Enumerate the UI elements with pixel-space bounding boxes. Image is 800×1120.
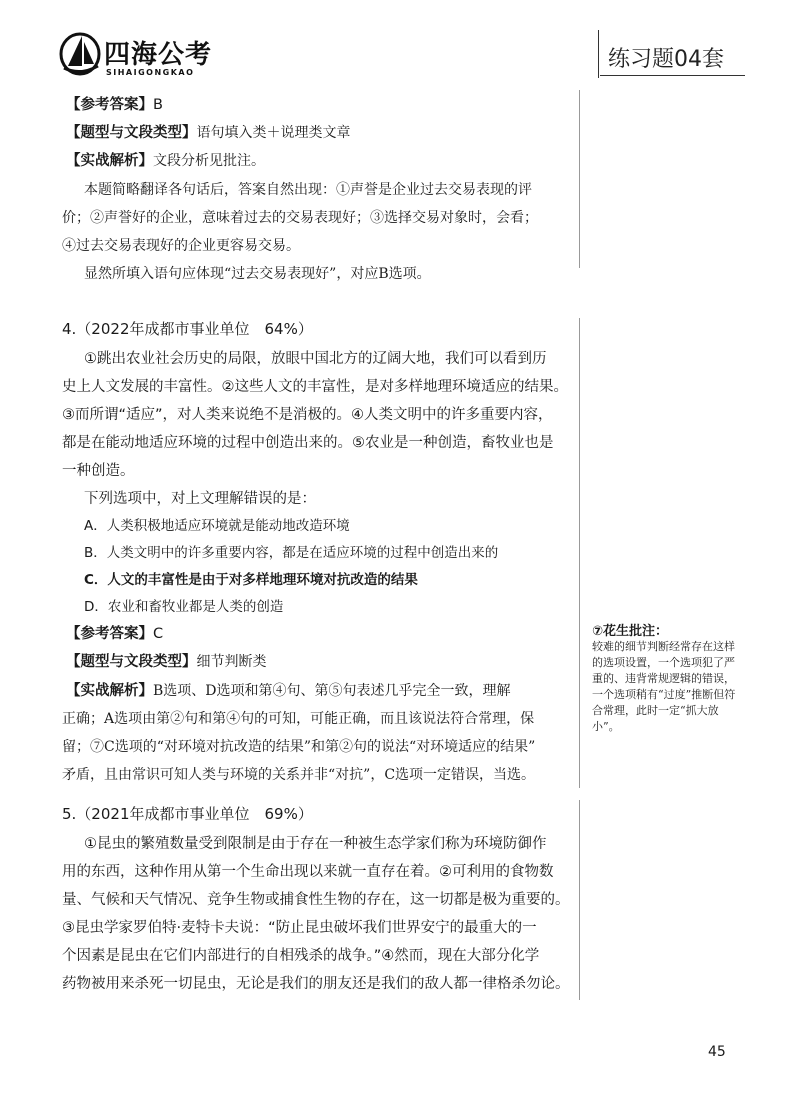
analysis-label: 【实战解析】 [66, 683, 153, 699]
q3-conclusion: 显然所填入语句应体现“过去交易表现好”，对应B选项。 [84, 266, 431, 282]
page-number: 45 [708, 1044, 726, 1060]
logo-subtext: SIHAIGONGKAO [106, 68, 195, 77]
q4-answer [66, 620, 163, 648]
q4-type [66, 648, 267, 676]
margin-rule [579, 318, 580, 788]
q5-passage-line: 用的东西，这种作用从第一个生命出现以来就一直存在着。②可利用的食物数 [62, 864, 554, 880]
q4-analysis [66, 677, 511, 705]
answer-value: B [153, 97, 163, 113]
header-underline [600, 75, 745, 76]
q4-analysis-line: 矛盾，且由常识可知人类与环境的关系并非“对抗”，C选项一定错误，当选。 [62, 767, 536, 783]
header-divider [598, 30, 599, 78]
type-value: 语句填入类＋说理类文章 [196, 125, 351, 141]
q5-passage-line: ③昆虫学家罗伯特·麦特卡夫说：“防止昆虫破坏我们世界安宁的最重大的一 [62, 920, 537, 936]
q5-passage-line: 药物被用来杀死一切昆虫，无论是我们的朋友还是我们的敌人都一律格杀勿论。 [62, 976, 570, 992]
sail-logo-icon [58, 30, 102, 76]
side-note-title: ⑦花生批注： [592, 624, 669, 639]
margin-rule [579, 90, 580, 268]
q4-option-a: A．人类积极地适应环境就是能动地改造环境 [84, 518, 350, 534]
analysis-line: B选项、D选项和第④句、第⑤句表述几乎完全一致，理解 [153, 683, 511, 699]
q4-passage-line: 一种创造。 [62, 463, 135, 479]
side-note-body: 较难的细节判断经常存在这样的选项设置，一个选项犯了严重的、违背常规逻辑的错误，一个选项稍有“过度”推断但符合常理，此时一定“抓大放小”。 [592, 640, 736, 733]
page-header-title: 练习题04套 [608, 47, 724, 72]
q3-type [66, 119, 351, 147]
q4-title: 4.（2022年成都市事业单位 64%） [62, 320, 313, 338]
q4-analysis-line: 留；⑦C选项的“对环境对抗改造的结果”和第②句的说法“对环境适应的结果” [62, 739, 536, 755]
q3-body-line: 价；②声誉好的企业，意味着过去的交易表现好；③选择交易对象时，会看； [62, 210, 538, 226]
type-label: 【题型与文段类型】 [66, 654, 197, 670]
q4-option-b: B．人类文明中的许多重要内容，都是在适应环境的过程中创造出来的 [84, 545, 499, 561]
q3-answer [66, 91, 163, 119]
type-value: 细节判断类 [196, 654, 267, 670]
q3-body-line: 本题简略翻译各句话后，答案自然出现：①声誉是企业过去交易表现的评 [84, 182, 532, 198]
logo-text: 四海公考 [104, 40, 213, 70]
q4-question: 下列选项中，对上文理解错误的是： [84, 491, 316, 507]
q3-body-line: ④过去交易表现好的企业更容易交易。 [62, 238, 300, 254]
answer-label: 【参考答案】 [66, 626, 153, 642]
answer-value: C [153, 626, 164, 642]
q3-analysis [66, 147, 265, 175]
q4-option-d: D．农业和畜牧业都是人类的创造 [84, 599, 284, 615]
q5-passage-line: ①昆虫的繁殖数量受到限制是由于存在一种被生态学家们称为环境防御作 [84, 836, 547, 852]
q4-passage-line: ③而所谓“适应”，对人类来说绝不是消极的。④人类文明中的许多重要内容， [62, 407, 553, 423]
q5-passage-line: 量、气候和天气情况、竞争生物或捕食性生物的存在，这一切都是极为重要的。 [62, 892, 570, 908]
q4-passage-line: ①跳出农业社会历史的局限，放眼中国北方的辽阔大地，我们可以看到历 [84, 351, 547, 367]
q4-passage-line: 都是在能动地适应环境的过程中创造出来的。⑤农业是一种创造，畜牧业也是 [62, 435, 554, 451]
q4-option-c: C．人文的丰富性是由于对多样地理环境对抗改造的结果 [84, 572, 418, 588]
type-label: 【题型与文段类型】 [66, 125, 197, 141]
q5-title: 5.（2021年成都市事业单位 69%） [62, 805, 313, 823]
q4-passage-line: 史上人文发展的丰富性。②这些人文的丰富性，是对多样地理环境适应的结果。 [62, 379, 568, 395]
analysis-value: 文段分析见批注。 [153, 153, 265, 169]
answer-label: 【参考答案】 [66, 97, 153, 113]
q4-analysis-line: 正确；A选项由第②句和第④句的可知，可能正确，而且该说法符合常理，保 [62, 711, 535, 727]
analysis-label: 【实战解析】 [66, 153, 153, 169]
margin-rule [579, 800, 580, 1000]
q5-passage-line: 个因素是昆虫在它们内部进行的自相残杀的战争。”④然而，现在大部分化学 [62, 948, 540, 964]
